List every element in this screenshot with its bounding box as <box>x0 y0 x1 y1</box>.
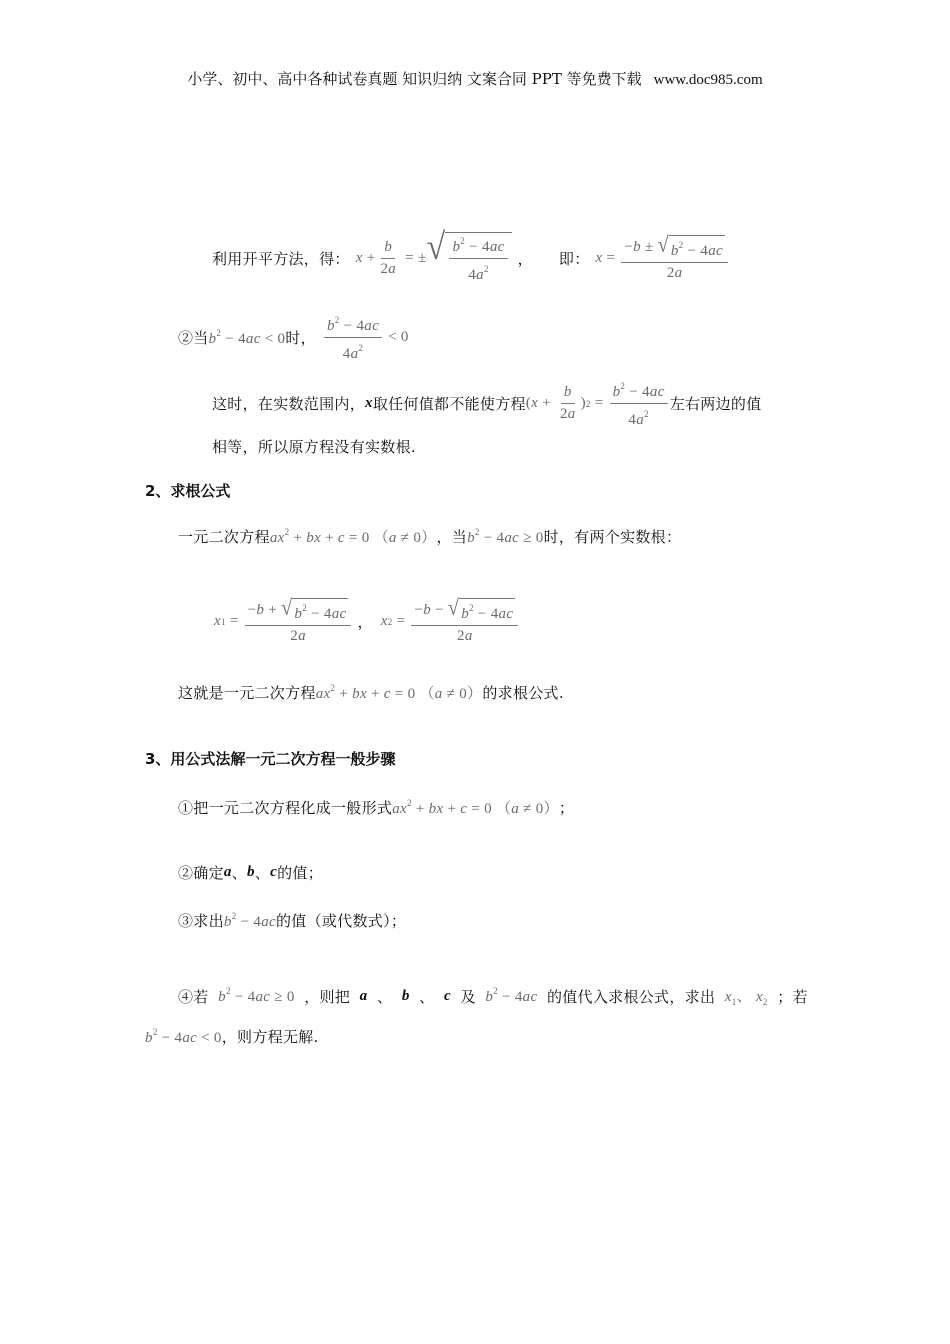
case-negative-line <box>178 312 409 363</box>
header-url: www.doc985.com <box>653 72 763 88</box>
page-header <box>0 68 950 89</box>
step4-var-c: c <box>444 987 451 1004</box>
para3-x: x <box>365 395 373 411</box>
step4-text-c: 及 <box>460 987 476 1006</box>
step1-end: ； <box>558 799 575 817</box>
section2-intro-b: ，当 <box>436 528 468 546</box>
sqrt-method-lead: 利用开平方法，得： <box>212 249 350 268</box>
step3-end: 的值（或代数式）； <box>275 912 407 930</box>
section2-intro-c: 时，有两个实数根： <box>543 528 682 546</box>
general-form: $ax^2$ + bx + c = 0 （a ≠ 0） <box>269 527 437 546</box>
no-real-root-line1 <box>212 378 762 429</box>
step4-var-b: b <box>401 987 410 1004</box>
ji-label: 即： <box>558 249 590 268</box>
fraction-negative: $\frac{b^2 - 4ac}{4a^2}$ < 0 <box>322 312 409 363</box>
step4-text-d: 的值代入求根公式，求出 <box>546 987 716 1006</box>
x-formula: x = −b ± √ $b^2 - 4ac$ 2a <box>596 235 730 282</box>
sqrt-method-sep: ， <box>517 249 533 268</box>
step3-text: ③求出 <box>178 912 224 930</box>
section2-summary-a: 这就是一元二次方程 <box>178 684 316 702</box>
para3-text-a: 这时，在实数范围内， <box>212 395 366 413</box>
step3 <box>178 910 406 931</box>
discriminant-nonneg: $b^2 - 4ac \ge 0$ <box>467 526 544 546</box>
section2-intro-a: 一元二次方程 <box>178 528 270 546</box>
para3-text-c: 左右两边的值 <box>669 395 762 413</box>
step4-line2 <box>145 1026 319 1047</box>
step4-text-f: ，则方程无解. <box>221 1028 319 1046</box>
case2-shi: 时， <box>285 329 316 347</box>
step4-text-a: ④若 <box>178 987 209 1006</box>
section2-heading: 2、求根公式 <box>145 482 231 500</box>
step2-end: 的值； <box>277 864 324 882</box>
step1 <box>178 797 574 818</box>
root-formulas <box>214 595 520 645</box>
var-c: c <box>270 864 278 880</box>
step4-var-a: a <box>359 987 368 1004</box>
sqrt-method-line <box>212 227 730 284</box>
header-title: 小学、初中、高中各种试卷真题 知识归纳 文案合同 PPT 等免费下载 <box>187 70 642 88</box>
discriminant-expr: $b^2 - 4ac$ <box>223 910 276 930</box>
section2-summary-b: 的求根公式. <box>482 684 564 702</box>
case2-marker: ②当 <box>178 329 209 347</box>
section3-heading: 3、用公式法解一元二次方程一般步骤 <box>145 750 396 768</box>
discriminant-nonneg-2: $b^2 - 4ac \ge 0$ <box>218 986 295 1005</box>
root-x2: x 2 = −b − √ $b^2 - 4ac$ 2a <box>381 598 520 645</box>
no-real-root-line2: 相等，所以原方程没有实数根. <box>212 438 416 456</box>
root-names: $x_1$、 $x_2$ <box>724 989 768 1007</box>
var-b: b <box>247 864 255 880</box>
root-x1: x 1 = −b + √ $b^2 - 4ac$ 2a <box>214 598 353 645</box>
step4-line1: ④若 $b^2 - 4ac \ge 0$ ，则把 a 、 b 、 c 及 $b^2 - 4ac$ 的值代入求根公式，求出 $x_1$、 $x_2$ ；若 <box>178 986 808 1007</box>
discriminant-negative-2: $b^2 - 4ac < 0$ <box>145 1026 222 1046</box>
step4-text-e: ；若 <box>777 987 808 1006</box>
para3-text-b: 取任何值都不能使方程 <box>372 395 526 413</box>
step4-text-b: ，则把 <box>304 987 351 1006</box>
section2-intro <box>178 526 681 547</box>
sqrt-equation: x + $\frac{b}{2a}$ = ± √ $\frac{b^2 - 4ac}{4a^2}$ <box>356 232 512 284</box>
step2-text: ②确定 <box>178 864 224 882</box>
step1-text: ①把一元二次方程化成一般形式 <box>178 799 393 817</box>
section2-summary <box>178 682 564 703</box>
var-a: a <box>223 864 232 880</box>
general-form-3: $ax^2$ + bx + c = 0 （a ≠ 0） <box>392 798 559 817</box>
formula-sep: ， <box>357 613 373 631</box>
general-form-2: $ax^2$ + bx + c = 0 （a ≠ 0） <box>315 683 483 702</box>
step2: ②确定 a 、 b 、 c 的值； <box>178 864 324 882</box>
square-equation: ( x + $\frac{b}{2a}$ ) 2 = $\frac{b^2 - 4ac}{4a^2}$ <box>526 378 670 429</box>
discriminant-negative: $b^2 - 4ac < 0$ <box>208 327 286 347</box>
discriminant-expr-2: $b^2 - 4ac$ <box>485 986 538 1005</box>
